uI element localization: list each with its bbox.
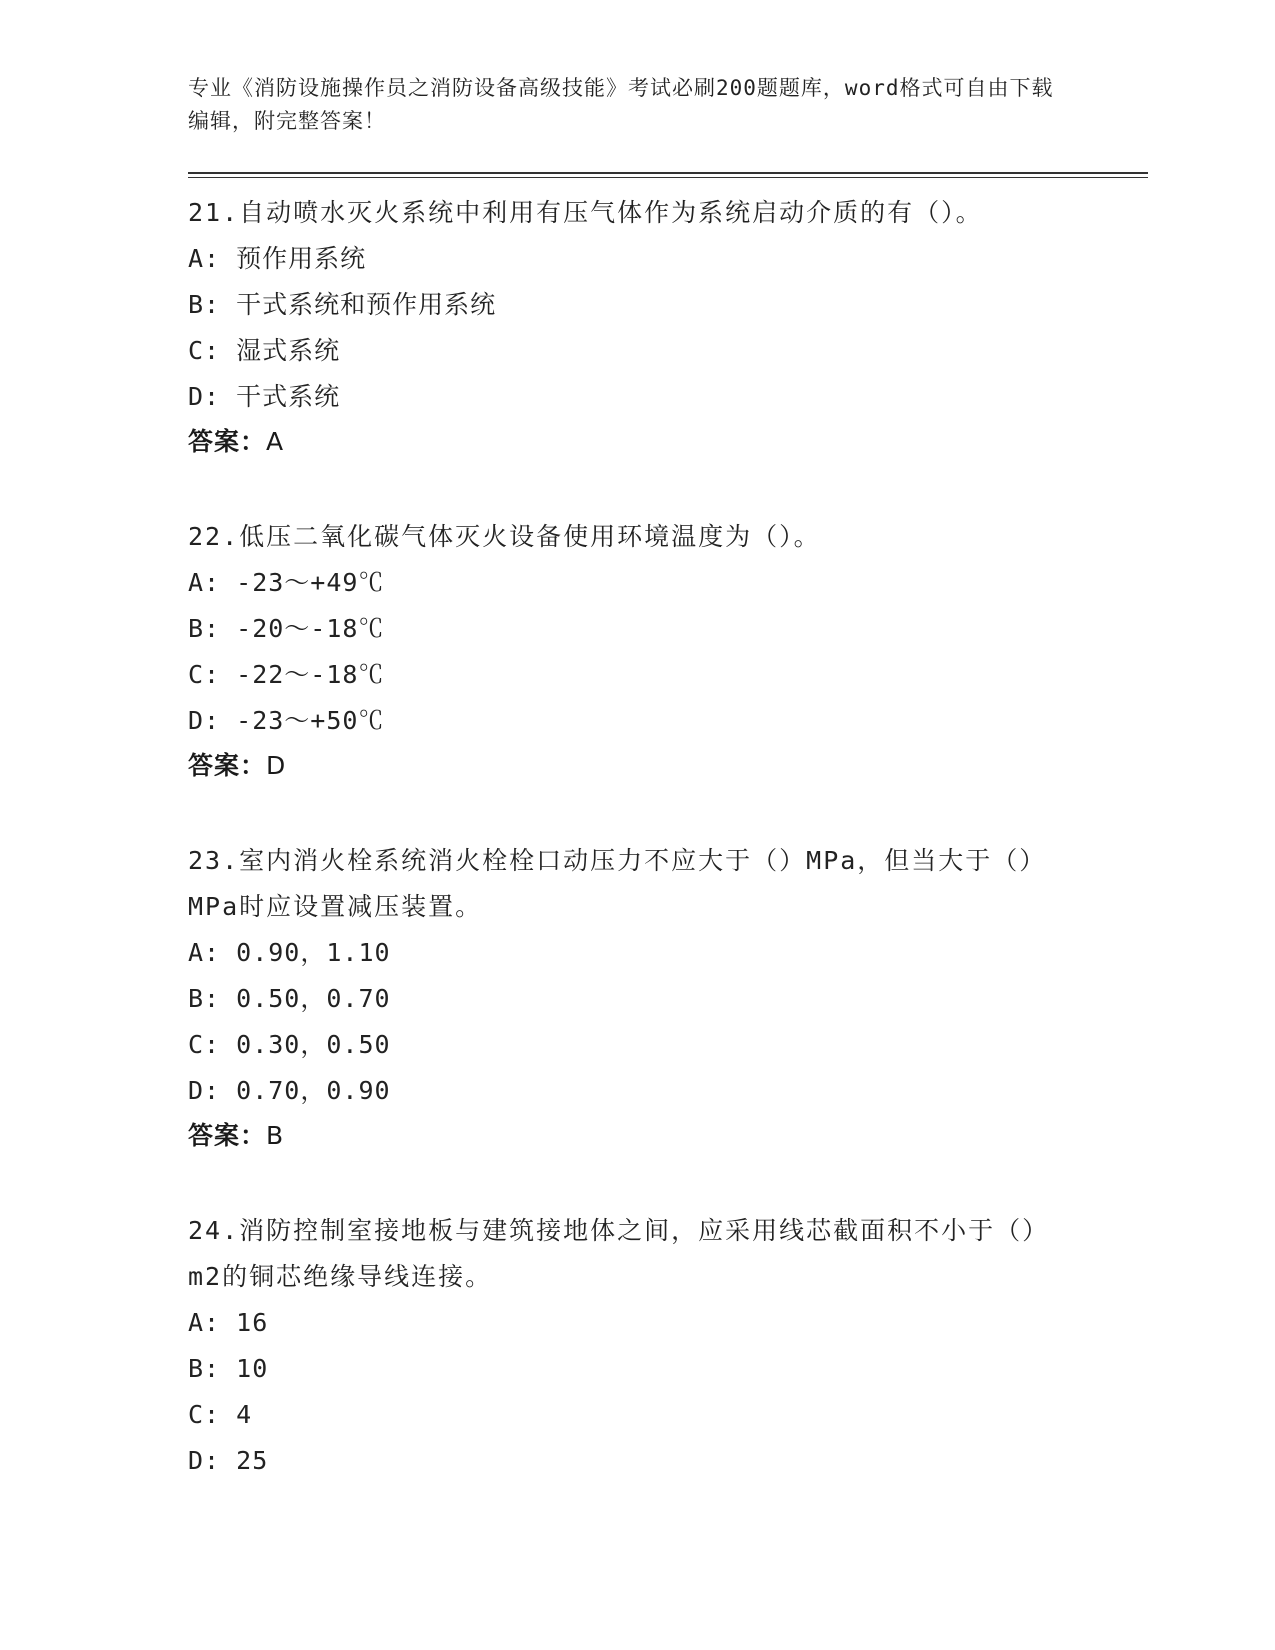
- question-title: 24.消防控制室接地板与建筑接地体之间，应采用线芯截面积不小于（）m2的铜芯绝缘导线连接。: [188, 1216, 1050, 1291]
- option-a: A: 预作用系统: [188, 244, 367, 273]
- option-d: D: 25: [188, 1446, 269, 1475]
- divider-thin: [188, 177, 1148, 178]
- option-c: C: -22～-18℃: [188, 660, 385, 689]
- option-b: B: 0.50，0.70: [188, 984, 391, 1013]
- question-21: [188, 190, 1148, 464]
- option-d: D: 干式系统: [188, 382, 341, 411]
- answer-line: [188, 420, 1148, 464]
- document-header: 专业《消防设施操作员之消防设备高级技能》考试必刷200题题库，word格式可自由下载编辑，附完整答案！: [188, 76, 1054, 133]
- option-a: A: 0.90，1.10: [188, 938, 391, 967]
- question-title: 21.自动喷水灭火系统中利用有压气体作为系统启动介质的有（）。: [188, 198, 983, 227]
- answer-value: D: [266, 751, 287, 780]
- answer-line: [188, 744, 1148, 788]
- answer-value: A: [266, 427, 285, 456]
- question-title: 22.低压二氧化碳气体灭火设备使用环境温度为（）。: [188, 522, 821, 551]
- header-divider: [188, 172, 1148, 178]
- divider-thick: [188, 172, 1148, 174]
- option-b: B: 10: [188, 1354, 269, 1383]
- question-title: 23.室内消火栓系统消火栓栓口动压力不应大于（）MPa，但当大于（）MPa时应设置减压装置。: [188, 846, 1047, 921]
- answer-label: 答案：: [188, 427, 267, 456]
- answer-label: 答案：: [188, 751, 267, 780]
- answer-value: B: [266, 1121, 285, 1150]
- option-c: C: 4: [188, 1400, 253, 1429]
- option-a: A: 16: [188, 1308, 269, 1337]
- option-d: D: -23～+50℃: [188, 706, 385, 735]
- question-22: [188, 514, 1148, 788]
- question-23: [188, 838, 1148, 1158]
- document-page: [188, 72, 1148, 1534]
- option-d: D: 0.70，0.90: [188, 1076, 391, 1105]
- option-b: B: 干式系统和预作用系统: [188, 290, 497, 319]
- option-b: B: -20～-18℃: [188, 614, 385, 643]
- option-a: A: -23～+49℃: [188, 568, 385, 597]
- option-c: C: 湿式系统: [188, 336, 341, 365]
- answer-label: 答案：: [188, 1121, 267, 1150]
- answer-line: [188, 1114, 1148, 1158]
- question-24: [188, 1208, 1148, 1484]
- option-c: C: 0.30，0.50: [188, 1030, 391, 1059]
